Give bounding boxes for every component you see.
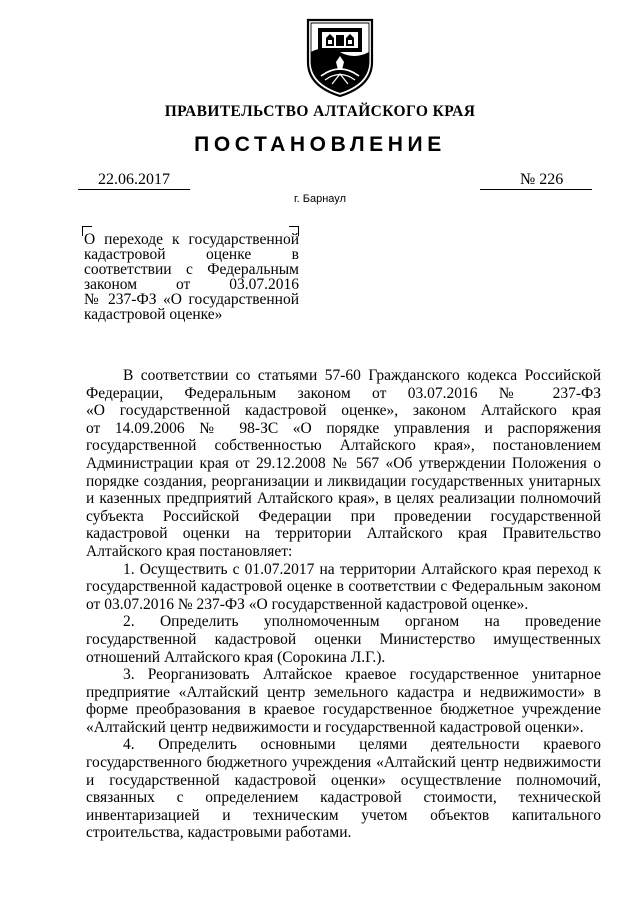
- body-line: от 03.07.2016 № 237-ФЗ «О государственной кадастровой оценке».: [86, 595, 529, 613]
- body-line: 4. Определить основными целями деятельности краевого: [123, 736, 601, 754]
- body-line: Администрации края от 29.12.2008 № 567 «Об утверждении Положения о: [86, 454, 601, 472]
- body-line: порядке создания, реорганизации и ликвидации государственных унитарных: [86, 472, 601, 490]
- subject-line: законом от 03.07.2016: [84, 276, 299, 293]
- body-line: и казенных предприятий Алтайского края», в целях реализации полномочий: [86, 490, 601, 508]
- body-line: от 14.09.2006 № 98-ЗС «О порядке управления и распоряжения: [86, 419, 601, 437]
- document-number: № 226: [520, 171, 564, 188]
- body-line: предприятие «Алтайский центр земельного кадастра и недвижимости» в: [86, 683, 601, 701]
- body-line: 2. Определить уполномоченным органом на проведение: [123, 613, 601, 631]
- body-line: «Алтайский центр недвижимости и государственной кадастровой оценки».: [86, 718, 584, 736]
- body-line: Алтайского края постановляет:: [86, 542, 293, 560]
- government-name: ПРАВИТЕЛЬСТВО АЛТАЙСКОГО КРАЯ: [164, 103, 476, 120]
- body-line: 1. Осуществить с 01.07.2017 на территории Алтайского края переход к: [123, 560, 601, 578]
- subject-line: кадастровой оценке в: [84, 246, 299, 263]
- body-line: В соответствии со статьями 57-60 Гражданского кодекса Российской: [123, 367, 601, 384]
- item-2-paragraph: [86, 613, 601, 666]
- subject-line: О переходе к государственной: [84, 231, 299, 248]
- preamble-paragraph: [86, 367, 601, 561]
- body-line: государственного бюджетного учреждения «Алтайский центр недвижимости: [86, 754, 601, 772]
- body-line: государственной кадастровой оценке в соответствии с Федеральным законом: [86, 578, 601, 596]
- body-line: субъекта Российской Федерации при проведении государственной: [86, 507, 601, 525]
- body-line: 3. Реорганизовать Алтайское краевое государственное унитарное: [123, 666, 601, 684]
- body-line: государственной собственностью Алтайского края», постановлением: [86, 437, 601, 455]
- body-line: форме преобразования в краевое государственное бюджетное учреждение: [86, 701, 601, 719]
- city-name: г. Барнаул: [294, 193, 346, 205]
- body-line: связанных с определением кадастровой стоимости, технической: [86, 789, 601, 807]
- document-date: 22.06.2017: [98, 171, 170, 188]
- body-line: строительства, кадастровыми работами.: [86, 824, 352, 842]
- subject-line: № 237-ФЗ «О государственной: [84, 291, 299, 308]
- coat-of-arms-icon: [302, 14, 378, 98]
- body-line: отношений Алтайского края (Сорокина Л.Г.).: [86, 648, 386, 666]
- body-line: Федерации, Федеральным законом от 03.07.2016 № 237-ФЗ: [86, 384, 601, 402]
- document-body: [86, 367, 601, 842]
- item-3-paragraph: [86, 666, 601, 736]
- document-subject: [84, 232, 299, 322]
- body-line: и государственной кадастровой оценки» осуществление полномочий,: [86, 771, 601, 789]
- document-type-title: ПОСТАНОВЛЕНИЕ: [194, 133, 446, 156]
- subject-line: соответствии с Федеральным: [84, 261, 299, 278]
- date-underline: [78, 189, 190, 190]
- body-line: государственной кадастровой оценки Министерство имущественных: [86, 630, 601, 648]
- item-4-paragraph: [86, 736, 601, 842]
- subject-line: кадастровой оценке»: [84, 306, 223, 323]
- body-line: «О государственной кадастровой оценке», законом Алтайского края: [86, 402, 601, 420]
- item-1-paragraph: [86, 561, 601, 614]
- number-underline: [480, 189, 592, 190]
- body-line: кадастровой оценки на территории Алтайского края Правительство: [86, 525, 601, 543]
- body-line: инвентаризацией и техническим учетом объектов капитального: [86, 806, 601, 824]
